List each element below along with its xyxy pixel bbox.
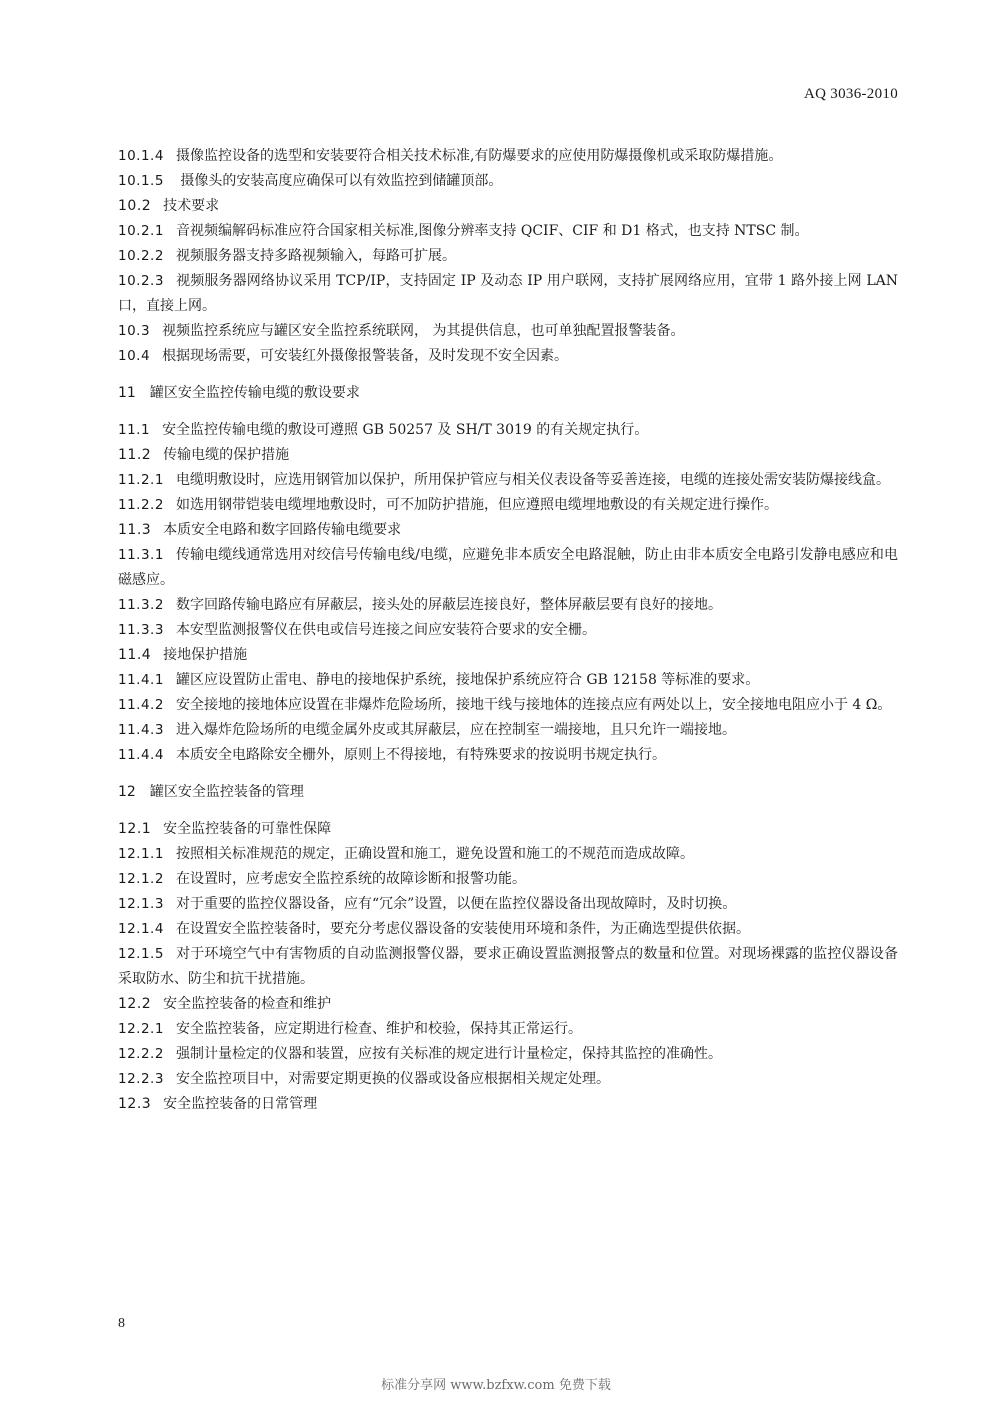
clause-11-2-1: 11.2.1 电缆明敷设时，应选用钢管加以保护，所用保护管应与相关仪表设备等妥善连接，电缆的连接处需安装防爆接线盒。 xyxy=(118,472,890,488)
clause-12-2-2: 12.2.2 强制计量检定的仪器和装置，应按有关标准的规定进行计量检定，保持其监控的准确性。 xyxy=(118,1046,722,1062)
clause-11-4-2: 11.4.2 安全接地的接地体应设置在非爆炸危险场所，接地干线与接地体的连接点应有两处以上，安全接地电阻应小于 4 Ω。 xyxy=(118,697,892,713)
clause-10-1-4: 10.1.4 摄像监控设备的选型和安装要符合相关技术标准,有防爆要求的应使用防爆摄像机或采取防爆措施。 xyxy=(118,148,783,164)
body-text xyxy=(118,144,898,1117)
clause-10-2-2: 10.2.2 视频服务器支持多路视频输入，每路可扩展。 xyxy=(118,248,456,264)
standard-code: AQ 3036-2010 xyxy=(803,86,898,102)
clause-10-1-5: 10.1.5 摄像头的安装高度应确保可以有效监控到储罐顶部。 xyxy=(118,173,503,189)
section-heading-12-1: 12.1 安全监控装备的可靠性保障 xyxy=(118,821,332,837)
clause-10-2-1: 10.2.1 音视频编解码标准应符合国家相关标准,图像分辨率支持 QCIF、CIF 和 D1 格式，也支持 NTSC 制。 xyxy=(118,223,809,239)
clause-11-4-3: 11.4.3 进入爆炸危险场所的电缆金属外皮或其屏蔽层，应在控制室一端接地，且只允许一端接地。 xyxy=(118,722,736,738)
clause-12-1-5: 12.1.5 对于环境空气中有害物质的自动监测报警仪器，要求正确设置监测报警点的数量和位置。对现场裸露的监控仪器设备采取防水、防尘和抗干扰措施。 xyxy=(118,946,898,987)
chapter-heading-12: 12 罐区安全监控装备的管理 xyxy=(118,784,304,800)
clause-12-1-4: 12.1.4 在设置安全监控装备时，要充分考虑仪器设备的安装使用环境和条件，为正确选型提供依据。 xyxy=(118,921,750,937)
clause-10-4: 10.4 根据现场需要，可安装红外摄像报警装备，及时发现不安全因素。 xyxy=(118,348,569,364)
clause-12-2-1: 12.2.1 安全监控装备，应定期进行检查、维护和校验，保持其正常运行。 xyxy=(118,1021,582,1037)
clause-11-1: 11.1 安全监控传输电缆的敷设可遵照 GB 50257 及 SH/T 3019 的有关规定执行。 xyxy=(118,422,649,438)
clause-10-2-3: 10.2.3 视频服务器网络协议采用 TCP/IP，支持固定 IP 及动态 IP 用户联网，支持扩展网络应用，宜带 1 路外接上网 LAN 口，直接上网。 xyxy=(118,273,898,314)
clause-11-3-1: 11.3.1 传输电缆线通常选用对绞信号传输电线/电缆，应避免非本质安全电路混触，防止由非本质安全电路引发静电感应和电磁感应。 xyxy=(118,547,898,588)
clause-12-1-1: 12.1.1 按照相关标准规范的规定，正确设置和施工，避免设置和施工的不规范而造成故障。 xyxy=(118,846,694,862)
clause-11-4-1: 11.4.1 罐区应设置防止雷电、静电的接地保护系统，接地保护系统应符合 GB 12158 等标准的要求。 xyxy=(118,672,760,688)
clause-12-1-2: 12.1.2 在设置时，应考虑安全监控系统的故障诊断和报警功能。 xyxy=(118,871,526,887)
footer-watermark: 标准分享网 www.bzfxw.com 免费下载 xyxy=(381,1378,611,1393)
clause-11-3-2: 11.3.2 数字回路传输电路应有屏蔽层，接头处的屏蔽层连接良好，整体屏蔽层要有良好的接地。 xyxy=(118,597,722,613)
section-heading-10-2: 10.2 技术要求 xyxy=(118,198,220,214)
clause-11-4-4: 11.4.4 本质安全电路除安全栅外，原则上不得接地，有特殊要求的按说明书规定执行。 xyxy=(118,747,666,763)
clause-12-1-3: 12.1.3 对于重要的监控仪器设备，应有“冗余”设置，以便在监控仪器设备出现故障时，及时切换。 xyxy=(118,896,737,912)
chapter-heading-11: 11 罐区安全监控传输电缆的敷设要求 xyxy=(118,385,360,401)
section-heading-11-2: 11.2 传输电缆的保护措施 xyxy=(118,447,290,463)
clause-11-2-2: 11.2.2 如选用钢带铠装电缆埋地敷设时，可不加防护措施，但应遵照电缆埋地敷设的有关规定进行操作。 xyxy=(118,497,778,513)
section-heading-11-4: 11.4 接地保护措施 xyxy=(118,647,248,663)
clause-11-3-3: 11.3.3 本安型监测报警仪在供电或信号连接之间应安装符合要求的安全栅。 xyxy=(118,622,596,638)
clause-12-2-3: 12.2.3 安全监控项目中，对需要定期更换的仪器或设备应根据相关规定处理。 xyxy=(118,1071,610,1087)
page-number: 8 xyxy=(118,1316,125,1331)
section-heading-11-3: 11.3 本质安全电路和数字回路传输电缆要求 xyxy=(118,522,402,538)
section-heading-12-2: 12.2 安全监控装备的检查和维护 xyxy=(118,996,332,1012)
section-heading-12-3: 12.3 安全监控装备的日常管理 xyxy=(118,1096,318,1112)
clause-10-3: 10.3 视频监控系统应与罐区安全监控系统联网， 为其提供信息，也可单独配置报警装备。 xyxy=(118,323,685,339)
